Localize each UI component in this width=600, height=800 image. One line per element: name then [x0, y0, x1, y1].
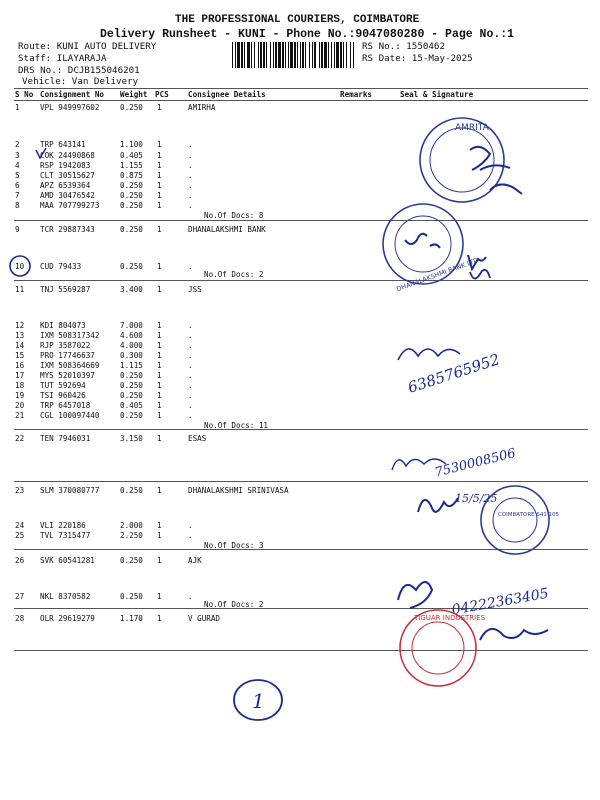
cell-pcs: 1	[157, 285, 162, 294]
cell-cons: IXM 508364669	[40, 361, 100, 370]
cell-pcs: 1	[157, 171, 162, 180]
docs-count: No.Of Docs: 8	[204, 211, 264, 220]
seal-stamp-2-text: DHANALAKSHMI BANK LTD	[395, 256, 480, 294]
col-consignee: Consignee Details	[188, 90, 266, 99]
vehicle-label: Vehicle: Van Delivery	[22, 76, 139, 87]
cell-sno: 6	[15, 181, 20, 190]
cell-name: .	[188, 351, 193, 360]
cell-cons: CUD 79433	[40, 262, 82, 271]
cell-sno: 11	[15, 285, 25, 294]
cell-wt: 1.100	[120, 140, 143, 149]
cell-name: .	[188, 381, 193, 390]
cell-cons: TEN 7946031	[40, 434, 91, 443]
cell-name: DHANALAKSHMI SRINIVASA	[188, 486, 289, 495]
seal-stamp-4-text: TIGUAR INDUSTRIES	[414, 614, 486, 622]
cell-sno: 28	[15, 614, 25, 623]
cell-sno: 8	[15, 201, 20, 210]
cell-pcs: 1	[157, 201, 162, 210]
cell-cons: MAA 707799273	[40, 201, 100, 210]
col-remarks: Remarks	[340, 90, 373, 99]
cell-wt: 0.250	[120, 103, 143, 112]
cell-pcs: 1	[157, 321, 162, 330]
page-mark	[234, 680, 282, 720]
cell-cons: TUT 592694	[40, 381, 86, 390]
cell-wt: 0.250	[120, 592, 143, 601]
col-seal: Seal & Signature	[400, 90, 474, 99]
cell-cons: VLI 220186	[40, 521, 86, 530]
cell-wt: 2.250	[120, 531, 143, 540]
cell-wt: 7.000	[120, 321, 143, 330]
cell-pcs: 1	[157, 521, 162, 530]
cell-cons: IXM 508317342	[40, 331, 100, 340]
cell-sno: 16	[15, 361, 25, 370]
cell-wt: 4.000	[120, 341, 143, 350]
cell-name: .	[188, 262, 193, 271]
cell-pcs: 1	[157, 434, 162, 443]
cell-sno: 12	[15, 321, 25, 330]
handwritten-phone-2: 7530008506	[433, 446, 518, 481]
cell-name: ESAS	[188, 434, 207, 443]
cell-name: .	[188, 171, 193, 180]
cell-pcs: 1	[157, 486, 162, 495]
cell-name: .	[188, 521, 193, 530]
cell-wt: 3.400	[120, 285, 143, 294]
cell-wt: 0.405	[120, 151, 143, 160]
cell-cons: SVK 60541281	[40, 556, 95, 565]
cell-cons: TSI 960426	[40, 391, 86, 400]
cell-wt: 4.600	[120, 331, 143, 340]
cell-pcs: 1	[157, 381, 162, 390]
cell-cons: TRP 6457018	[40, 401, 91, 410]
seal-stamp-2	[383, 204, 486, 293]
cell-pcs: 1	[157, 140, 162, 149]
cell-sno: 2	[15, 140, 20, 149]
cell-sno: 18	[15, 381, 25, 390]
handwritten-phone-3: 04222363405	[450, 585, 550, 619]
cell-wt: 0.250	[120, 181, 143, 190]
cell-sno: 5	[15, 171, 20, 180]
cell-pcs: 1	[157, 151, 162, 160]
col-consignment: Consignment No	[40, 90, 105, 99]
cell-cons: PRO 17746637	[40, 351, 95, 360]
cell-pcs: 1	[157, 331, 162, 340]
seal-stamp-3-text: COIMBATORE 641 105	[498, 512, 560, 518]
cell-pcs: 1	[157, 181, 162, 190]
cell-sno: 23	[15, 486, 25, 495]
cell-cons: AMD 30476542	[40, 191, 95, 200]
cell-pcs: 1	[157, 592, 162, 601]
cell-pcs: 1	[157, 361, 162, 370]
cell-pcs: 1	[157, 161, 162, 170]
cell-cons: COK 24490868	[40, 151, 95, 160]
cell-name: .	[188, 151, 193, 160]
cell-pcs: 1	[157, 225, 162, 234]
cell-cons: TCR 29887343	[40, 225, 95, 234]
cell-sno: 9	[15, 225, 20, 234]
cell-cons: CLT 30515627	[40, 171, 95, 180]
cell-name: JSS	[188, 285, 202, 294]
cell-wt: 0.250	[120, 225, 143, 234]
cell-wt: 0.250	[120, 381, 143, 390]
cell-sno: 3	[15, 151, 20, 160]
cell-sno: 1	[15, 103, 20, 112]
cell-pcs: 1	[157, 103, 162, 112]
cell-cons: KDI 804073	[40, 321, 86, 330]
circled-row-marker	[10, 256, 30, 276]
cell-sno: 21	[15, 411, 25, 420]
cell-pcs: 1	[157, 371, 162, 380]
cell-pcs: 1	[157, 351, 162, 360]
cell-pcs: 1	[157, 401, 162, 410]
cell-name: .	[188, 401, 193, 410]
docs-count: No.Of Docs: 11	[204, 421, 269, 430]
cell-name: AJK	[188, 556, 202, 565]
cell-pcs: 1	[157, 614, 162, 623]
cell-sno: 27	[15, 592, 25, 601]
page-subtitle: Delivery Runsheet - KUNI - Phone No.:9047080280 - Page No.:1	[100, 28, 515, 41]
staff-label: Staff: ILAYARAJA	[18, 53, 107, 64]
cell-wt: 0.250	[120, 391, 143, 400]
cell-sno: 22	[15, 434, 25, 443]
docs-count: No.Of Docs: 2	[204, 600, 264, 609]
cell-name: .	[188, 161, 193, 170]
route-label: Route: KUNI AUTO DELIVERY	[18, 41, 157, 52]
cell-name: .	[188, 371, 193, 380]
col-weight: Weight	[120, 90, 148, 99]
seal-stamp-1	[420, 118, 522, 202]
cell-name: .	[188, 140, 193, 149]
rs-no-label: RS No.: 1550462	[362, 41, 445, 52]
handwritten-phone-1: 6385765952	[405, 350, 502, 397]
cell-wt: 0.250	[120, 556, 143, 565]
cell-sno: 26	[15, 556, 25, 565]
cell-sno: 14	[15, 341, 25, 350]
cell-wt: 2.000	[120, 521, 143, 530]
seal-stamp-4	[400, 610, 486, 686]
cell-cons: CGL 100097440	[40, 411, 100, 420]
docs-count: No.Of Docs: 2	[204, 270, 264, 279]
cell-wt: 0.250	[120, 262, 143, 271]
cell-sno: 10	[15, 262, 25, 271]
cell-pcs: 1	[157, 341, 162, 350]
cell-name: .	[188, 341, 193, 350]
cell-cons: VPL 949997602	[40, 103, 100, 112]
seal-stamp-1-text: AMRITA	[455, 123, 489, 133]
cell-cons: RJP 3587022	[40, 341, 91, 350]
rs-date-label: RS Date: 15-May-2025	[362, 53, 473, 64]
cell-pcs: 1	[157, 262, 162, 271]
cell-name: .	[188, 321, 193, 330]
cell-wt: 0.405	[120, 401, 143, 410]
cell-name: DHANALAKSHMI BANK	[188, 225, 266, 234]
cell-wt: 0.250	[120, 191, 143, 200]
cell-wt: 0.875	[120, 171, 143, 180]
cell-wt: 0.300	[120, 351, 143, 360]
cell-wt: 3.150	[120, 434, 143, 443]
cell-pcs: 1	[157, 391, 162, 400]
cell-sno: 15	[15, 351, 25, 360]
cell-wt: 0.250	[120, 371, 143, 380]
cell-wt: 0.250	[120, 411, 143, 420]
cell-sno: 7	[15, 191, 20, 200]
page-mark-number: 1	[252, 689, 265, 713]
cell-name: .	[188, 201, 193, 210]
cell-wt: 0.250	[120, 201, 143, 210]
cell-sno: 17	[15, 371, 25, 380]
cell-cons: NKL 8370582	[40, 592, 91, 601]
cell-cons: MYS 52010397	[40, 371, 95, 380]
cell-name: .	[188, 191, 193, 200]
cell-name: .	[188, 181, 193, 190]
cell-name: .	[188, 361, 193, 370]
cell-sno: 13	[15, 331, 25, 340]
cell-name: .	[188, 331, 193, 340]
cell-name: .	[188, 391, 193, 400]
cell-sno: 20	[15, 401, 25, 410]
cell-pcs: 1	[157, 556, 162, 565]
cell-name: .	[188, 411, 193, 420]
cell-sno: 24	[15, 521, 25, 530]
col-pcs: PCS	[155, 90, 169, 99]
cell-pcs: 1	[157, 411, 162, 420]
cell-name: .	[188, 592, 193, 601]
handwritten-date: 15/5/25	[455, 492, 498, 505]
page-title: THE PROFESSIONAL COURIERS, COIMBATORE	[175, 14, 420, 26]
drs-label: DRS No.: DCJB155046201	[18, 65, 140, 76]
cell-cons: OLR 29619279	[40, 614, 95, 623]
cell-name: AMIRHA	[188, 103, 216, 112]
cell-name: V GURAD	[188, 614, 221, 623]
docs-count: No.Of Docs: 3	[204, 541, 264, 550]
cell-sno: 25	[15, 531, 25, 540]
cell-cons: RSP 1942083	[40, 161, 91, 170]
cell-name: .	[188, 531, 193, 540]
cell-sno: 4	[15, 161, 20, 170]
cell-sno: 19	[15, 391, 25, 400]
cell-pcs: 1	[157, 531, 162, 540]
cell-wt: 1.170	[120, 614, 143, 623]
cell-cons: TRP 643141	[40, 140, 86, 149]
cell-cons: TVL 7315477	[40, 531, 91, 540]
cell-cons: TNJ 5569287	[40, 285, 91, 294]
cell-wt: 1.115	[120, 361, 143, 370]
cell-wt: 1.155	[120, 161, 143, 170]
cell-wt: 0.250	[120, 486, 143, 495]
col-sno: S No	[15, 90, 34, 99]
cell-cons: APZ 6539364	[40, 181, 91, 190]
cell-cons: SLM 370080777	[40, 486, 100, 495]
cell-pcs: 1	[157, 191, 162, 200]
